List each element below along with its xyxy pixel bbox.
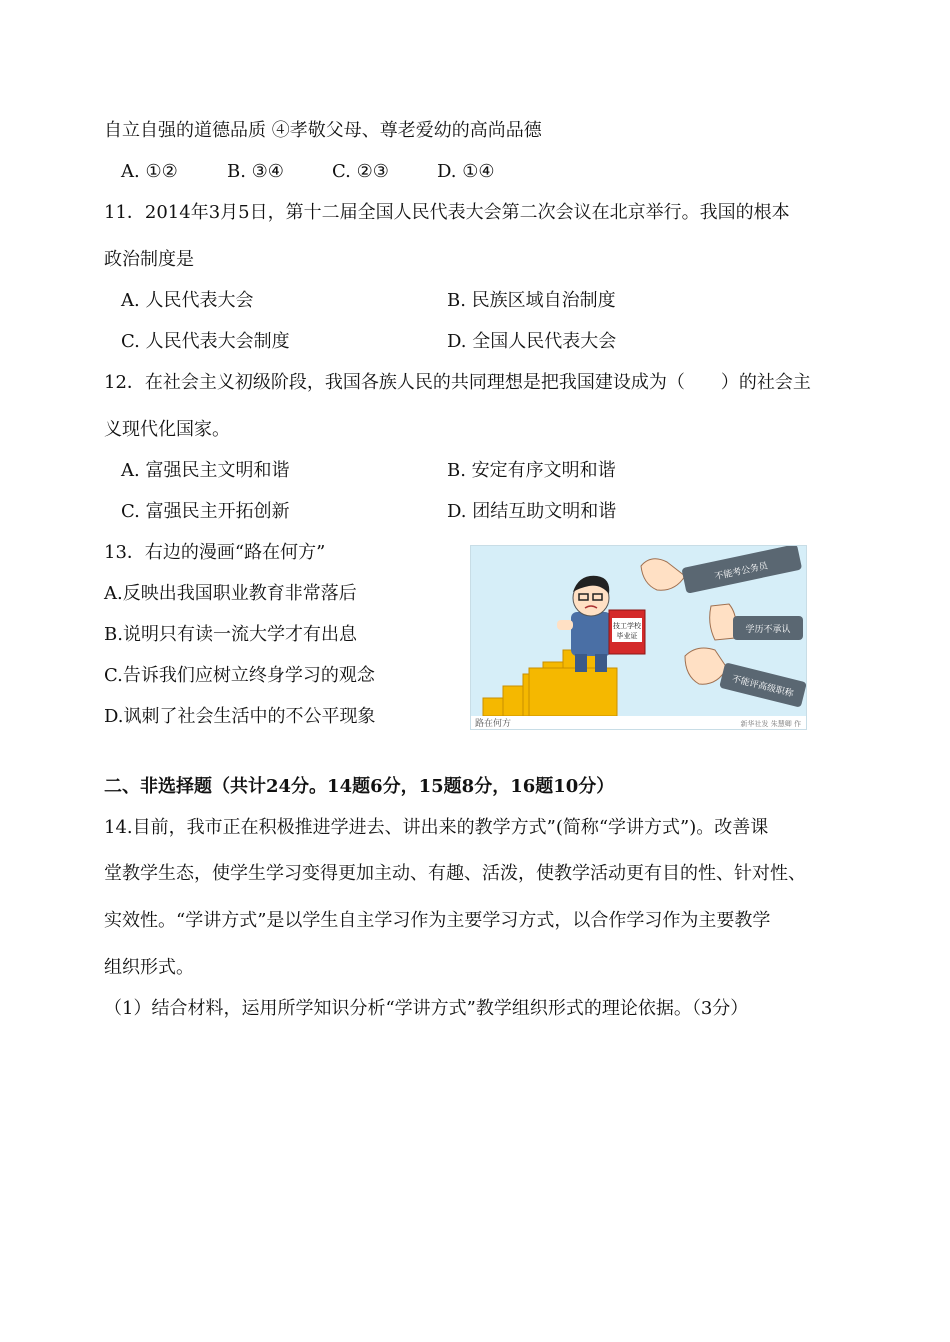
sleeve-text-3: 不能评高级职称	[730, 674, 795, 700]
rejecting-hand-3	[685, 648, 806, 708]
rejecting-hand-2	[710, 604, 803, 640]
q13-option-d: D.讽刺了社会生活中的不公平现象	[104, 706, 376, 727]
q11-option-d: D. 全国人民代表大会	[447, 331, 617, 352]
q12-option-d: D. 团结互助文明和谐	[447, 501, 617, 522]
q10-option-b: B. ③④	[227, 161, 284, 182]
q13-option-b: B.说明只有读一流大学才有出息	[104, 624, 357, 645]
q11-stem-line2: 政治制度是	[104, 249, 194, 270]
q12-option-a: A. 富强民主文明和谐	[121, 460, 290, 481]
q14-sub-question-1: （1）结合材料，运用所学知识分析“学讲方式”教学组织形式的理论依据。（3分）	[104, 998, 749, 1019]
cartoon-illustration	[470, 545, 807, 730]
q12-stem-line1: 12．在社会主义初级阶段，我国各族人民的共同理想是把我国建设成为（ ）的社会主	[104, 372, 811, 393]
q13-option-a: A.反映出我国职业教育非常落后	[104, 583, 357, 604]
cartoon-caption: 路在何方	[475, 719, 512, 729]
q13-option-c: C.告诉我们应树立终身学习的观念	[104, 665, 375, 686]
q12-stem-line2: 义现代化国家。	[104, 419, 230, 440]
sleeve-text-1: 不能考公务员	[713, 561, 769, 583]
q12-option-c: C. 富强民主开拓创新	[121, 501, 290, 522]
book-text-1: 技工学校	[613, 622, 641, 630]
q10-option-c: C. ②③	[332, 161, 389, 182]
q11-option-c: C. 人民代表大会制度	[121, 331, 290, 352]
book-text-2: 毕业证	[616, 632, 638, 640]
q14-line-4: 组织形式。	[104, 957, 194, 978]
cartoon-credit: 新华社发 朱慧卿 作	[740, 720, 801, 728]
q10-line: 自立自强的道德品质 ④孝敬父母、尊老爱幼的高尚品德	[104, 120, 542, 141]
q12-option-b: B. 安定有序文明和谐	[447, 460, 616, 481]
q11-option-a: A. 人民代表大会	[121, 290, 254, 311]
q11-stem-line1: 11．2014年3月5日，第十二届全国人民代表大会第二次会议在北京举行。我国的根本	[104, 202, 790, 223]
q10-option-a: A. ①②	[121, 161, 178, 182]
q11-option-b: B. 民族区域自治制度	[447, 290, 616, 311]
q14-line-3: 实效性。“学讲方式”是以学生自主学习作为主要学习方式，以合作学习作为主要教学	[104, 910, 771, 931]
sleeve-text-2: 学历不承认	[745, 625, 791, 635]
q14-line-1: 14.目前，我市正在积极推进学进去、讲出来的教学方式”(简称“学讲方式”)。改善课	[104, 817, 769, 838]
q10-option-d: D. ①④	[437, 161, 495, 182]
q14-line-2: 堂教学生态，使学生学习变得更加主动、有趣、活泼，使教学活动更有目的性、针对性、	[104, 863, 806, 884]
diploma-book	[609, 610, 645, 654]
q13-stem: 13．右边的漫画“路在何方”	[104, 542, 326, 563]
section-heading: 二、非选择题（共计24分。14题6分，15题8分，16题10分）	[104, 776, 615, 797]
rejecting-hand-1	[641, 546, 802, 594]
